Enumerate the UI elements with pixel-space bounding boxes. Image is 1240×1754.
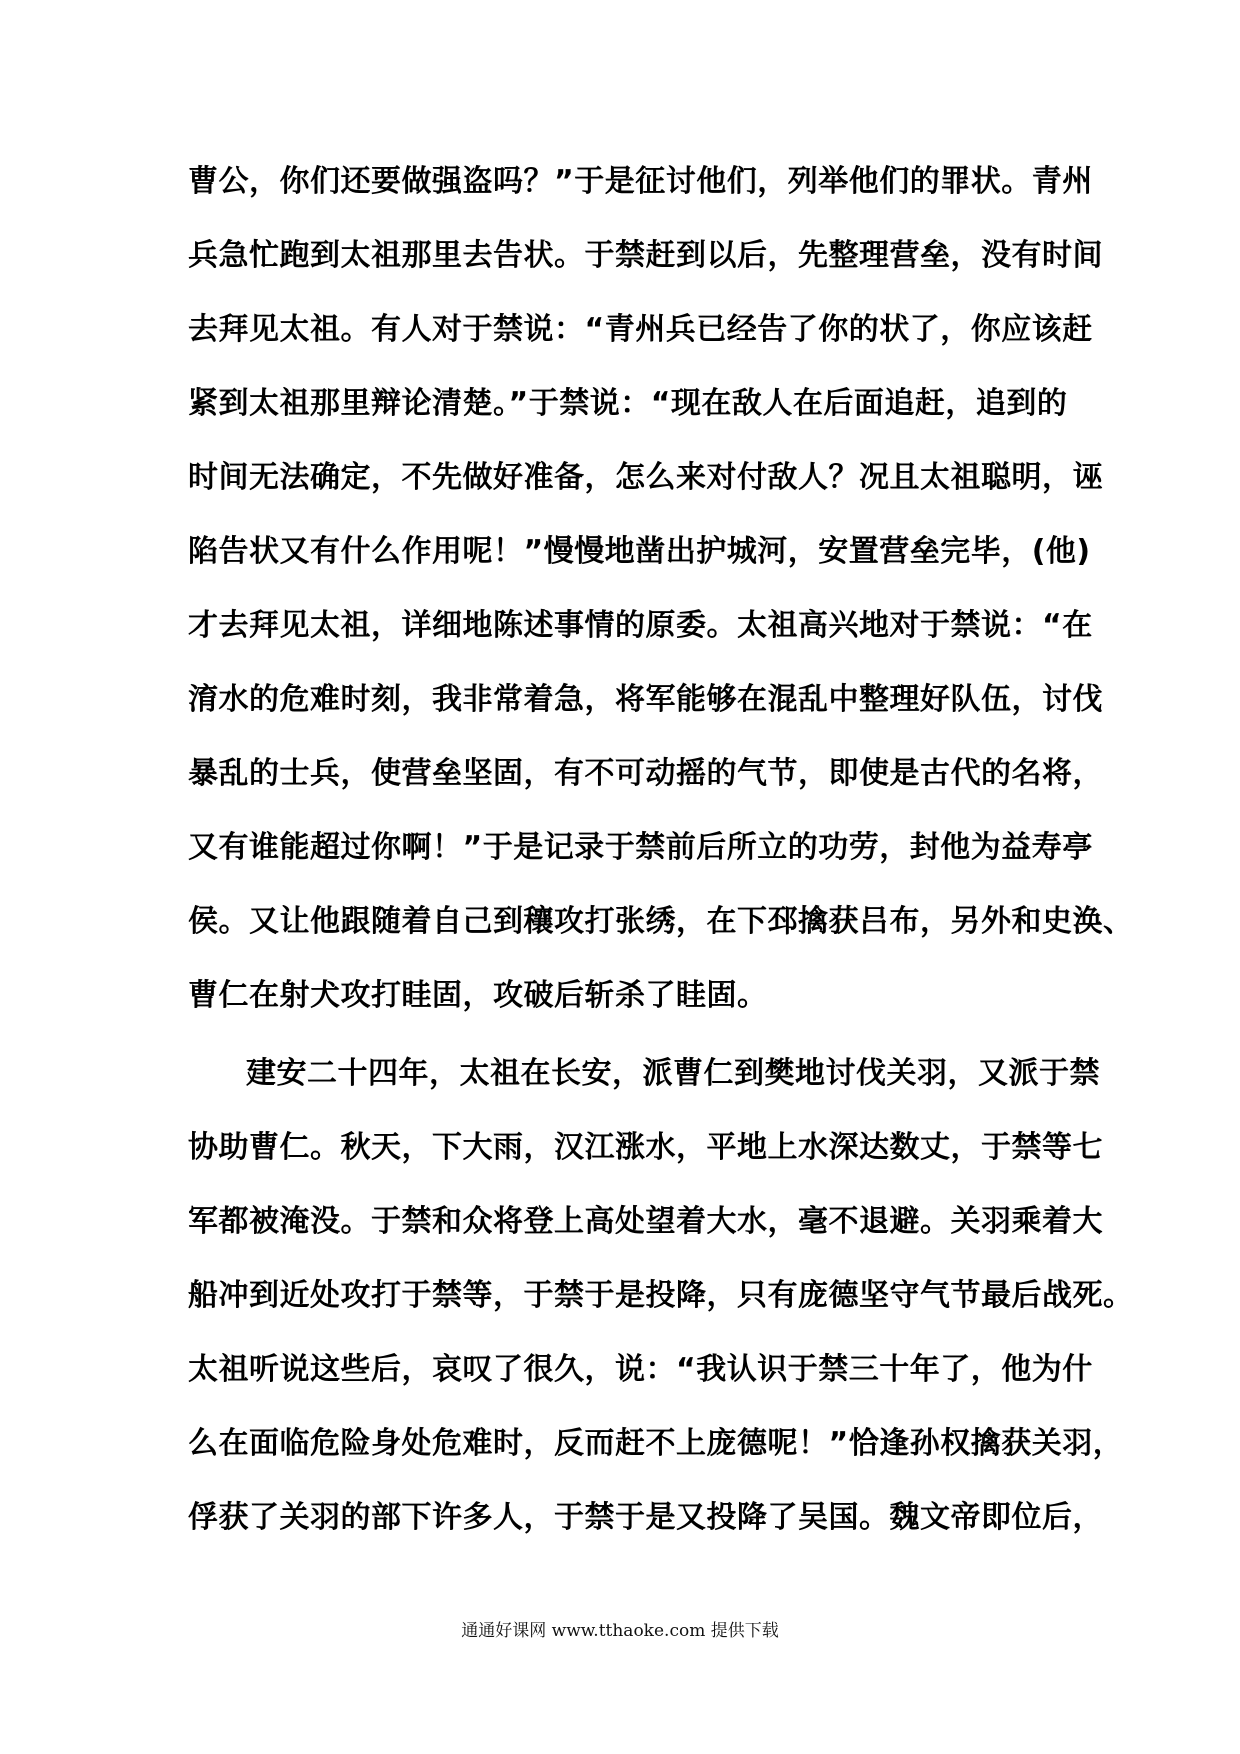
text-line: 才去拜见太祖，详细地陈述事情的原委。太祖高兴地对于禁说：“在	[188, 608, 1093, 643]
text-line: 船冲到近处攻打于禁等，于禁于是投降，只有庞德坚守气节最后战死。	[188, 1278, 1134, 1313]
text-line: 兵急忙跑到太祖那里去告状。于禁赶到以后，先整理营垒，没有时间	[188, 238, 1103, 273]
text-line: 军都被淹没。于禁和众将登上高处望着大水，毫不退避。关羽乘着大	[188, 1204, 1103, 1239]
text-line: 去拜见太祖。有人对于禁说：“青州兵已经告了你的状了，你应该赶	[188, 312, 1093, 347]
body-text	[188, 145, 1134, 1555]
page-footer: 通通好课网 www.tthaoke.com 提供下载	[461, 1621, 779, 1641]
text-line: 建安二十四年，太祖在长安，派曹仁到樊地讨伐关羽，又派于禁	[246, 1056, 1100, 1091]
text-line: 紧到太祖那里辩论清楚。”于禁说：“现在敌人在后面追赶，追到的	[188, 386, 1068, 421]
text-line: 曹仁在射犬攻打眭固，攻破后斩杀了眭固。	[188, 978, 768, 1013]
text-line: 太祖听说这些后，哀叹了很久，说：“我认识于禁三十年了，他为什	[188, 1352, 1093, 1387]
text-line: 陷告状又有什么作用呢！”慢慢地凿出护城河，安置营垒完毕，(他)	[188, 534, 1091, 569]
text-line: 淯水的危难时刻，我非常着急，将军能够在混乱中整理好队伍，讨伐	[188, 682, 1103, 717]
paragraph-2	[188, 1037, 1134, 1555]
text-line: 么在面临危险身处危难时，反而赶不上庞德呢！”恰逢孙权擒获关羽，	[188, 1426, 1124, 1461]
paragraph-1	[188, 145, 1134, 1033]
text-line: 俘获了关羽的部下许多人，于禁于是又投降了吴国。魏文帝即位后，	[188, 1500, 1103, 1535]
text-line: 又有谁能超过你啊！”于是记录于禁前后所立的功劳，封他为益寿亭	[188, 830, 1093, 865]
text-line: 协助曹仁。秋天，下大雨，汉江涨水，平地上水深达数丈，于禁等七	[188, 1130, 1103, 1165]
text-line: 曹公，你们还要做强盗吗？”于是征讨他们，列举他们的罪状。青州	[188, 164, 1093, 199]
text-line: 暴乱的士兵，使营垒坚固，有不可动摇的气节，即使是古代的名将，	[188, 756, 1103, 791]
text-line: 侯。又让他跟随着自己到穰攻打张绣，在下邳擒获吕布，另外和史涣、	[188, 904, 1134, 939]
text-line: 时间无法确定，不先做好准备，怎么来对付敌人？况且太祖聪明，诬	[188, 460, 1103, 495]
